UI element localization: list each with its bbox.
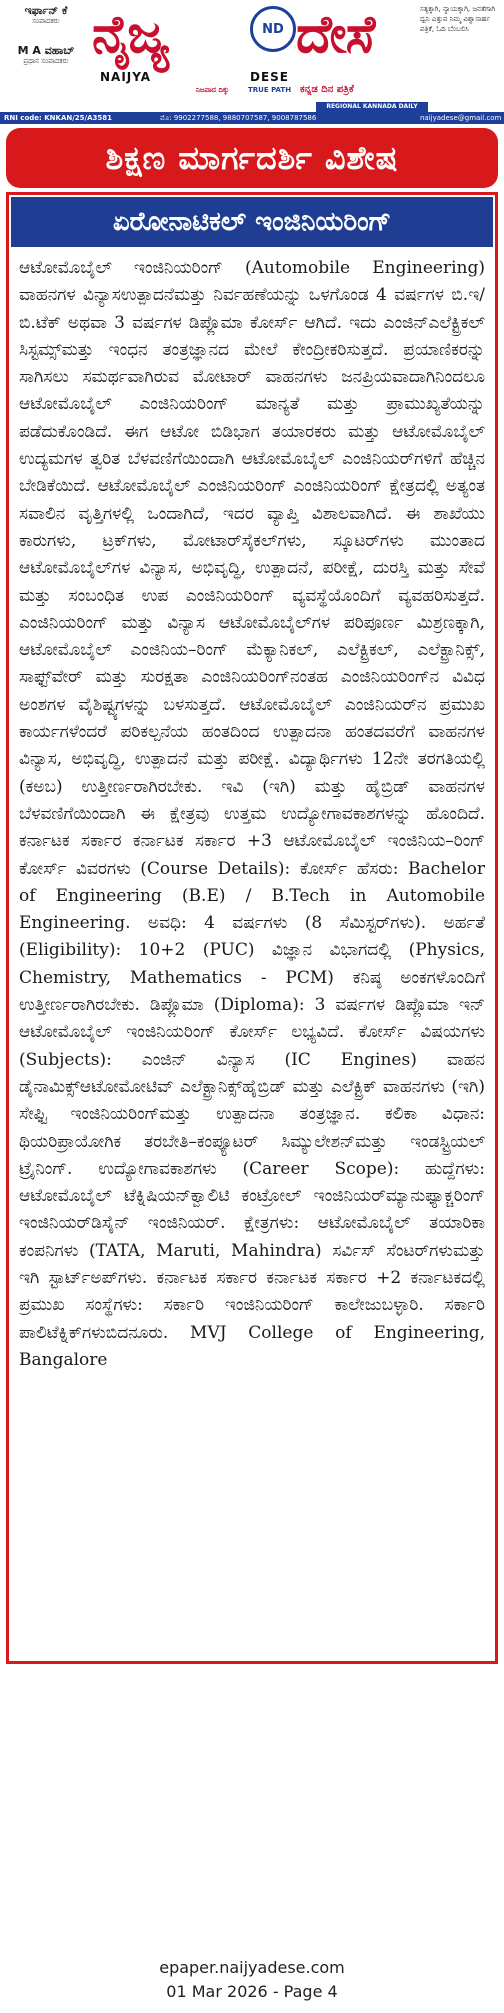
masthead-english-right: DESE xyxy=(250,70,289,84)
masthead-editors xyxy=(6,4,86,66)
article-subheader xyxy=(11,197,493,247)
footer-date-page: 01 Mar 2026 - Page 4 xyxy=(166,1982,338,2001)
email-link[interactable]: naijyadese@gmail.com xyxy=(420,114,502,122)
article-headline: ಏರೋನಾಟಿಕಲ್ ಇಂಜಿನಿಯರಿಂಗ್ xyxy=(112,206,392,237)
masthead-true-path: TRUE PATH xyxy=(248,86,292,94)
editor-name: ಇರ್ಫಾನ್ ಕೆ xyxy=(24,4,68,17)
masthead-title-right: ದೇಸೆ xyxy=(296,5,375,65)
info-strip xyxy=(0,112,504,124)
logo-text: ND xyxy=(262,21,284,37)
masthead-title-left: ನೈಜ್ಯ xyxy=(92,5,169,65)
chief-editor-role: ಪ್ರಧಾನ ಸಂಪಾದಕರು xyxy=(23,57,69,65)
article-body: ಆಟೋಮೊಬೈಲ್ ಇಂಜಿನಿಯರಿಂಗ್ (Automobile Engineering) ವಾಹನಗಳ ವಿನ್ಯಾಸಉತ್ಪಾದನೆಮತ್ತು ನಿರ್ವಹಣೆಯನ್ನು ಒಳಗೊಂಡ 4 ವರ್ಷಗಳ ಬಿ.ಇ/ಬಿ.ಟೆಕ್ ಅಥವಾ 3 ವರ್ಷಗಳ ಡಿಪ್ಲೊಮಾ ಕೋರ್ಸ್ ಆಗಿದೆ. ಇದು ಎಂಜಿನ್‌ಎಲೆಕ್ಟ್ರಿಕಲ್ ಸಿಸ್ಟಮ್ಸ್‌ಮತ್ತು ಇಂಧನ ತಂತ್ರಜ್ಞಾನದ ಮೇಲೆ ಕೇಂದ್ರೀಕರಿಸುತ್ತದೆ. ಪ್ರಯಾಣಿಕರನ್ನು ಸಾಗಿಸಲು ಸಮರ್ಥವಾಗಿರುವ ಮೋಟಾರ್ ವಾಹನಗಳು ಜನಪ್ರಿಯವಾದಾಗಿನಿಂದಲೂ ಆಟೋಮೊಬೈಲ್ ಎಂಜಿನಿಯರಿಂಗ್ ಮಾನ್ಯತೆ ಮತ್ತು ಪ್ರಾಮುಖ್ಯತೆಯನ್ನು ಪಡೆದುಕೊಂಡಿದೆ. ಈಗ ಆಟೋ ಬಿಡಿಭಾಗ ತಯಾರಕರು ಮತ್ತು ಆಟೋಮೊಬೈಲ್ ಉದ್ಯಮಗಳ ತ್ವರಿತ ಬೆಳವಣಿಗೆಯಿಂದಾಗಿ ಆಟೋಮೊಬೈಲ್ ಎಂಜಿನಿಯರ್‌ಗಳಿಗೆ ಹೆಚ್ಚಿನ ಬೇಡಿಕೆಯಿದೆ. ಆಟೋಮೊಬೈಲ್ ಎಂಜಿನಿಯರಿಂಗ್ ಎಂಜಿನಿಯರಿಂಗ್ ಕ್ಷೇತ್ರದಲ್ಲಿ ಅತ್ಯಂತ ಸವಾಲಿನ ವೃತ್ತಿಗಳಲ್ಲಿ ಒಂದಾಗಿದೆ, ಇದರ ವ್ಯಾಪ್ತಿ ವಿಶಾಲವಾಗಿದೆ. ಈ ಶಾಖೆಯು ಕಾರುಗಳು, ಟ್ರಕ್‌ಗಳು, ಮೋಟಾರ್‌ಸೈಕಲ್‌ಗಳು, ಸ್ಕೂಟರ್‌ಗಳು ಮುಂತಾದ ಆಟೋಮೊಬೈಲ್‌ಗಳ ವಿನ್ಯಾಸ, ಅಭಿವೃದ್ಧಿ, ಉತ್ಪಾದನೆ, ಪರೀಕ್ಷೆ, ದುರಸ್ತಿ ಮತ್ತು ಸೇವೆ ಮತ್ತು ಸಂಬಂಧಿತ ಉಪ ಎಂಜಿನಿಯರಿಂಗ್ ವ್ಯವಸ್ಥೆಯೊಂದಿಗೆ ವ್ಯವಹರಿಸುತ್ತದೆ. ಎಂಜಿನಿಯರಿಂಗ್ ಮತ್ತು ವಿನ್ಯಾಸ ಆಟೋಮೊಬೈಲ್‌ಗಳ ಪರಿಪೂರ್ಣ ಮಿಶ್ರಣಕ್ಕಾಗಿ, ಆಟೋಮೊಬೈಲ್ ಎಂಜಿನಿಯ–ರಿಂಗ್ ಮೆಕ್ಯಾನಿಕಲ್, ಎಲೆಕ್ಟ್ರಿಕಲ್, ಎಲೆಕ್ಟ್ರಾನಿಕ್ಸ್, ಸಾಫ್ಟ್‌ವೇರ್ ಮತ್ತು ಸುರಕ್ಷತಾ ಎಂಜಿನಿಯರಿಂಗ್‌ನಂತಹ ಎಂಜಿನಿಯರಿಂಗ್‌ನ ವಿವಿಧ ಅಂಶಗಳ ವೈಶಿಷ್ಟ್ಯಗಳನ್ನು ಬಳಸುತ್ತದೆ. ಆಟೋಮೊಬೈಲ್ ಎಂಜಿನಿಯರ್‌ನ ಪ್ರಮುಖ ಕಾರ್ಯಗಳೆಂದರೆ ಪರಿಕಲ್ಪನೆಯ ಹಂತದಿಂದ ಉತ್ಪಾದನಾ ಹಂತದವರೆಗೆ ವಾಹನಗಳ ವಿನ್ಯಾಸ, ಅಭಿವೃದ್ಧಿ, ಉತ್ಪಾದನೆ ಮತ್ತು ಪರೀಕ್ಷೆ. ವಿದ್ಯಾರ್ಥಿಗಳು 12ನೇ ತರಗತಿಯಲ್ಲಿ (ಕಅಬ) ಉತ್ತೀರ್ಣರಾಗಿರಬೇಕು. ಇವಿ (ಇಗಿ) ಮತ್ತು ಹೈಬ್ರಿಡ್ ವಾಹನಗಳ ಬೆಳವಣಿಗೆಯಿಂದಾಗಿ ಈ ಕ್ಷೇತ್ರವು ಉತ್ತಮ ಉದ್ಯೋಗಾವಕಾಶಗಳನ್ನು ಹೊಂದಿದೆ. ಕರ್ನಾಟಕ ಸರ್ಕಾರ ಕರ್ನಾಟಕ ಸರ್ಕಾರ +3 ಆಟೋಮೊಬೈಲ್ ಇಂಜಿನಿಯ–ರಿಂಗ್ ಕೋರ್ಸ್ ವಿವರಗಳು (Course Details): ಕೋರ್ಸ್ ಹೆಸರು: Bachelor of Engineering (B.E) / B.Tech in Automobile Engineering. ಅವಧಿ: 4 ವರ್ಷಗಳು (8 ಸೆಮಿಸ್ಟರ್‌ಗಳು). ಅರ್ಹತೆ (Eligibility): 10+2 (PUC) ವಿಜ್ಞಾನ ವಿಭಾಗದಲ್ಲಿ (Physics, Chemistry, Mathematics - PCM) ಕನಿಷ್ಠ ಅಂಕಗಳೊಂದಿಗೆ ಉತ್ತೀರ್ಣರಾಗಿರಬೇಕು. ಡಿಪ್ಲೊಮಾ (Diploma): 3 ವರ್ಷಗಳ ಡಿಪ್ಲೊಮಾ ಇನ್ ಆಟೋಮೊಬೈಲ್ ಇಂಜಿನಿಯರಿಂಗ್ ಕೋರ್ಸ್ ಲಭ್ಯವಿದೆ. ಕೋರ್ಸ್ ವಿಷಯಗಳು (Subjects): ಎಂಜಿನ್ ವಿನ್ಯಾಸ (IC Engines) ವಾಹನ ಡೈನಾಮಿಕ್ಸ್‌ಆಟೋಮೋಟಿವ್ ಎಲೆಕ್ಟ್ರಾನಿಕ್ಸ್‌ಹೈಬ್ರಿಡ್ ಮತ್ತು ಎಲೆಕ್ಟ್ರಿಕ್ ವಾಹನಗಳು (ಇಗಿ) ಸೇಫ್ಟಿ ಇಂಜಿನಿಯರಿಂಗ್‌ಮತ್ತು ಉತ್ಪಾದನಾ ತಂತ್ರಜ್ಞಾನ. ಕಲಿಕಾ ವಿಧಾನ: ಥಿಯರಿಪ್ರಾಯೋಗಿಕ ತರಬೇತಿ–ಕಂಪ್ಯೂಟರ್ ಸಿಮ್ಯುಲೇಶನ್‌ಮತ್ತು ಇಂಡಸ್ಟ್ರಿಯಲ್ ಟ್ರೈನಿಂಗ್. ಉದ್ಯೋಗಾವಕಾಶಗಳು (Career Scope): ಹುದ್ದೆಗಳು: ಆಟೋಮೊಬೈಲ್ ಟೆಕ್ನಿಷಿಯನ್‌ಕ್ವಾಲಿಟಿ ಕಂಟ್ರೋಲ್ ಇಂಜಿನಿಯರ್‌ಮ್ಯಾನುಫ್ಯಾಕ್ಚರಿಂಗ್ ಇಂಜಿನಿಯರ್‌ಡಿಸೈನ್ ಇಂಜಿನಿಯರ್. ಕ್ಷೇತ್ರಗಳು: ಆಟೋಮೊಬೈಲ್ ತಯಾರಿಕಾ ಕಂಪನಿಗಳು (TATA, Maruti, Mahindra) ಸರ್ವಿಸ್ ಸೆಂಟರ್‌ಗಳುಮತ್ತು ಇಗಿ ಸ್ಟಾರ್ಟ್‌ಅಪ್‌ಗಳು. ಕರ್ನಾಟಕ ಸರ್ಕಾರ ಕರ್ನಾಟಕ ಸರ್ಕಾರ +2 ಕರ್ನಾಟಕದಲ್ಲಿ ಪ್ರಮುಖ ಸಂಸ್ಥೆಗಳು: ಸರ್ಕಾರಿ ಇಂಜಿನಿಯರಿಂಗ್ ಕಾಲೇಜುಬಳ್ಳಾರಿ. ಸರ್ಕಾರಿ ಪಾಲಿಟೆಕ್ನಿಕ್‌ಗಳುಬಿದನೂರು. MVJ College of Engineering, Bangalore xyxy=(19,258,485,1370)
masthead-daily-label: ಕನ್ನಡ ದಿನ ಪತ್ರಿಕೆ xyxy=(300,84,354,95)
regional-badge: REGIONAL KANNADA DAILY xyxy=(316,102,428,112)
masthead xyxy=(0,0,504,112)
chief-editor-name: M A ವಹಾಬ್ xyxy=(17,44,75,57)
phone-numbers: ಮೊ: 9902277588, 9880707587, 9008787586 xyxy=(160,114,317,122)
masthead-tagline: ನಿಜವಾದ ದಿಕ್ಕು xyxy=(196,86,230,94)
masthead-english-left: NAIJYA xyxy=(100,70,152,84)
newspaper-logo-icon xyxy=(250,6,296,52)
article-frame xyxy=(6,192,498,1664)
rni-code: RNI code: KNKAN/25/A3581 xyxy=(4,114,112,122)
masthead-right-note: ಸತ್ಯಕ್ಕಾಗಿ, ನ್ಯಾಯಕ್ಕಾಗಿ, ಜನತೆಗಾಗಿ ಧ್ವನಿ ಎತ್ತುವ ನಿಮ್ಮ ವಿಶ್ವಾಸಾರ್ಹ ಪತ್ರಿಕೆ, ಓದಿ ಬೆಂಬಲಿಸಿ xyxy=(420,5,496,33)
section-banner-title: ಶಿಕ್ಷಣ ಮಾರ್ಗದರ್ಶಿ ವಿಶೇಷ xyxy=(105,138,399,177)
footer-url[interactable]: epaper.naijyadese.com xyxy=(159,1958,345,1977)
editor-role: ಸಂಪಾದಕರು xyxy=(32,17,60,25)
section-banner xyxy=(6,128,498,188)
